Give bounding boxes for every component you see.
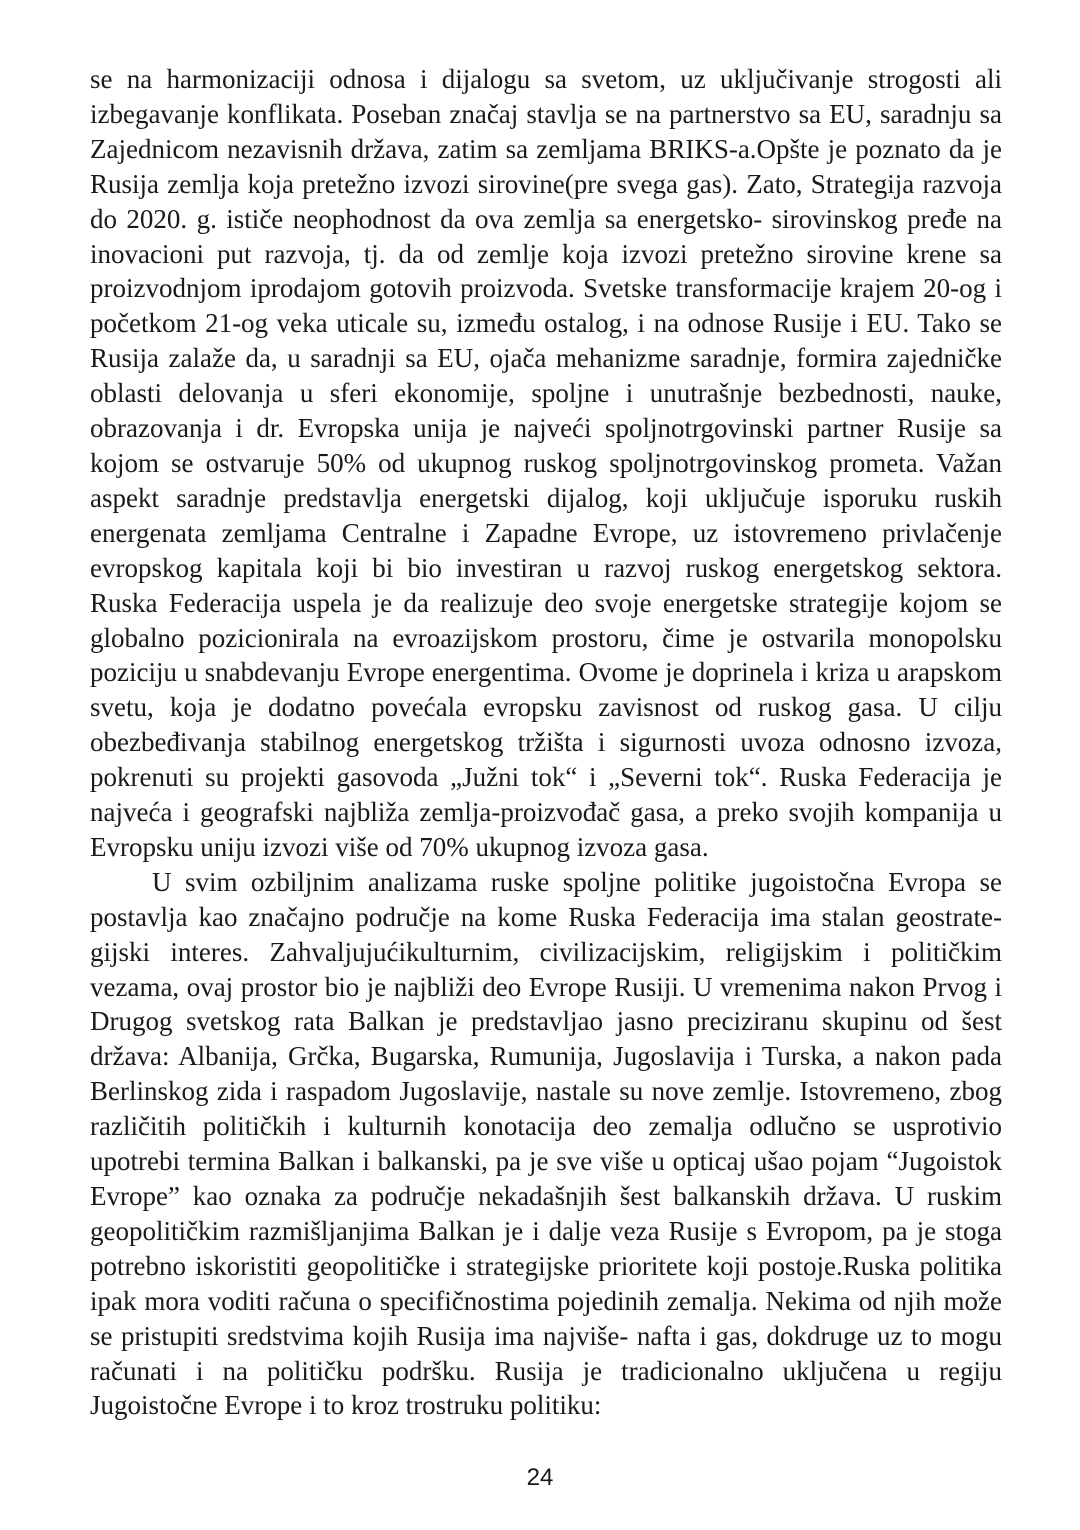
page-body bbox=[90, 62, 1002, 1423]
page-number: 24 bbox=[526, 1464, 554, 1491]
paragraph-eu-russia-relations: se na harmonizaciji odnosa i dijalogu sa svetom, uz uključivanje strogosti ali izbegavanje konflikata. Poseban značaj stavlja se na partnerstvo sa EU, saradnju sa Zajednicom nezavisnih država, zatim sa zemljama BRIKS-a.Opšte je poznato da je Rusija zemlja koja pretežno izvozi sirovine(pre svega gas). Zato, Strategija razvoja do 2020. g. ističe neophodnost da ova zemlja sa energetsko- sirovinskog pređe na inovacioni put razvoja, tj. da od zemlje koja izvozi pretežno sirovine krene sa proizvodnjom iprodajom gotovih proizvoda. Svetske transformacije krajem 20-og i početkom 21-og veka uticale su, između ostalog, i na odnose Rusije i EU. Tako se Rusija zalaže da, u saradnji sa EU, ojača mehanizme saradnje, formira zajedničke oblasti delovanja u sferi ekonomije, spoljne i unutrašnje bezbednosti, nauke, obrazovanja i dr. Evropska unija je najveći spoljnotrgovinski partner Rusije sa kojom se ostvaruje 50% od ukupnog ruskog spoljnotrgovinskog prometa. Važan aspekt saradnje predstavlja energetski dijalog, koji uključuje isporuku ruskih energenata zemljama Centralne i Zapadne Evrope, uz istovremeno privlačenje evropskog kapitala koji bi bio investiran u razvoj ruskog energetskog sektora. Ruska Federacija uspela je da realizuje deo svoje energetske strategije kojom se globalno pozicionirala na evroazijskom prostoru, čime je ostvarila monopolsku poziciju u snabdevanju Evrope energentima. Ovome je doprinela i kriza u arapskom svetu, koja je dodatno povećala evropsku zavisnost od ruskog gasa. U cilju obezbeđivanja stabilnog energetskog tržišta i sigurnosti uvoza odnosno izvoza, pokrenuti su projekti gasovoda „Južni tok“ i „Severni tok“. Ruska Federacija je najveća i geografski najbliža zemlja-proizvođač gasa, a preko svojih kompanija u Evropsku uniju izvozi više od 70% ukupnog izvoza gasa. bbox=[90, 64, 1002, 862]
paragraph-southeast-europe: U svim ozbiljnim analizama ruske spoljne politike jugoistočna Evropa se postavlja kao značajno područje na kome Ruska Federacija ima stalan geostrategijski interes. Zahvaljujućikulturnim, civilizacijskim, religijskim i političkim vezama, ovaj prostor bio je najbliži deo Evrope Rusiji. U vremenima nakon Prvog i Drugog svetskog rata Balkan je predstavljao jasno preciziranu skupinu od šest država: Albanija, Grčka, Bugarska, Rumunija, Jugoslavija i Turska, a nakon pada Berlinskog zida i raspadom Jugoslavije, nastale su nove zemlje. Istovremeno, zbog različitih političkih i kulturnih konotacija deo zemalja odlučno se usprotivio upotrebi termina Balkan i balkanski, pa je sve više u opticaj ušao pojam “Jugoistok Evrope” kao oznaka za područje nekadašnjih šest balkanskih država. U ruskim geopolitičkim razmišljanjima Balkan je i dalje veza Rusije s Evropom, pa je stoga potrebno iskoristiti geopolitičke i strategijske prioritete koji postoje.Ruska politika ipak mora voditi računa o specifičnostima pojedinih zemalja. Nekima od njih može se pristupiti sredstvima kojih Rusija ima najviše- nafta i gas, dokdruge uz to mogu računati i na političku podršku. Rusija je tradicionalno uključena u regiju Jugoistočne Evrope i to kroz trostruku politiku: bbox=[90, 866, 1002, 1421]
